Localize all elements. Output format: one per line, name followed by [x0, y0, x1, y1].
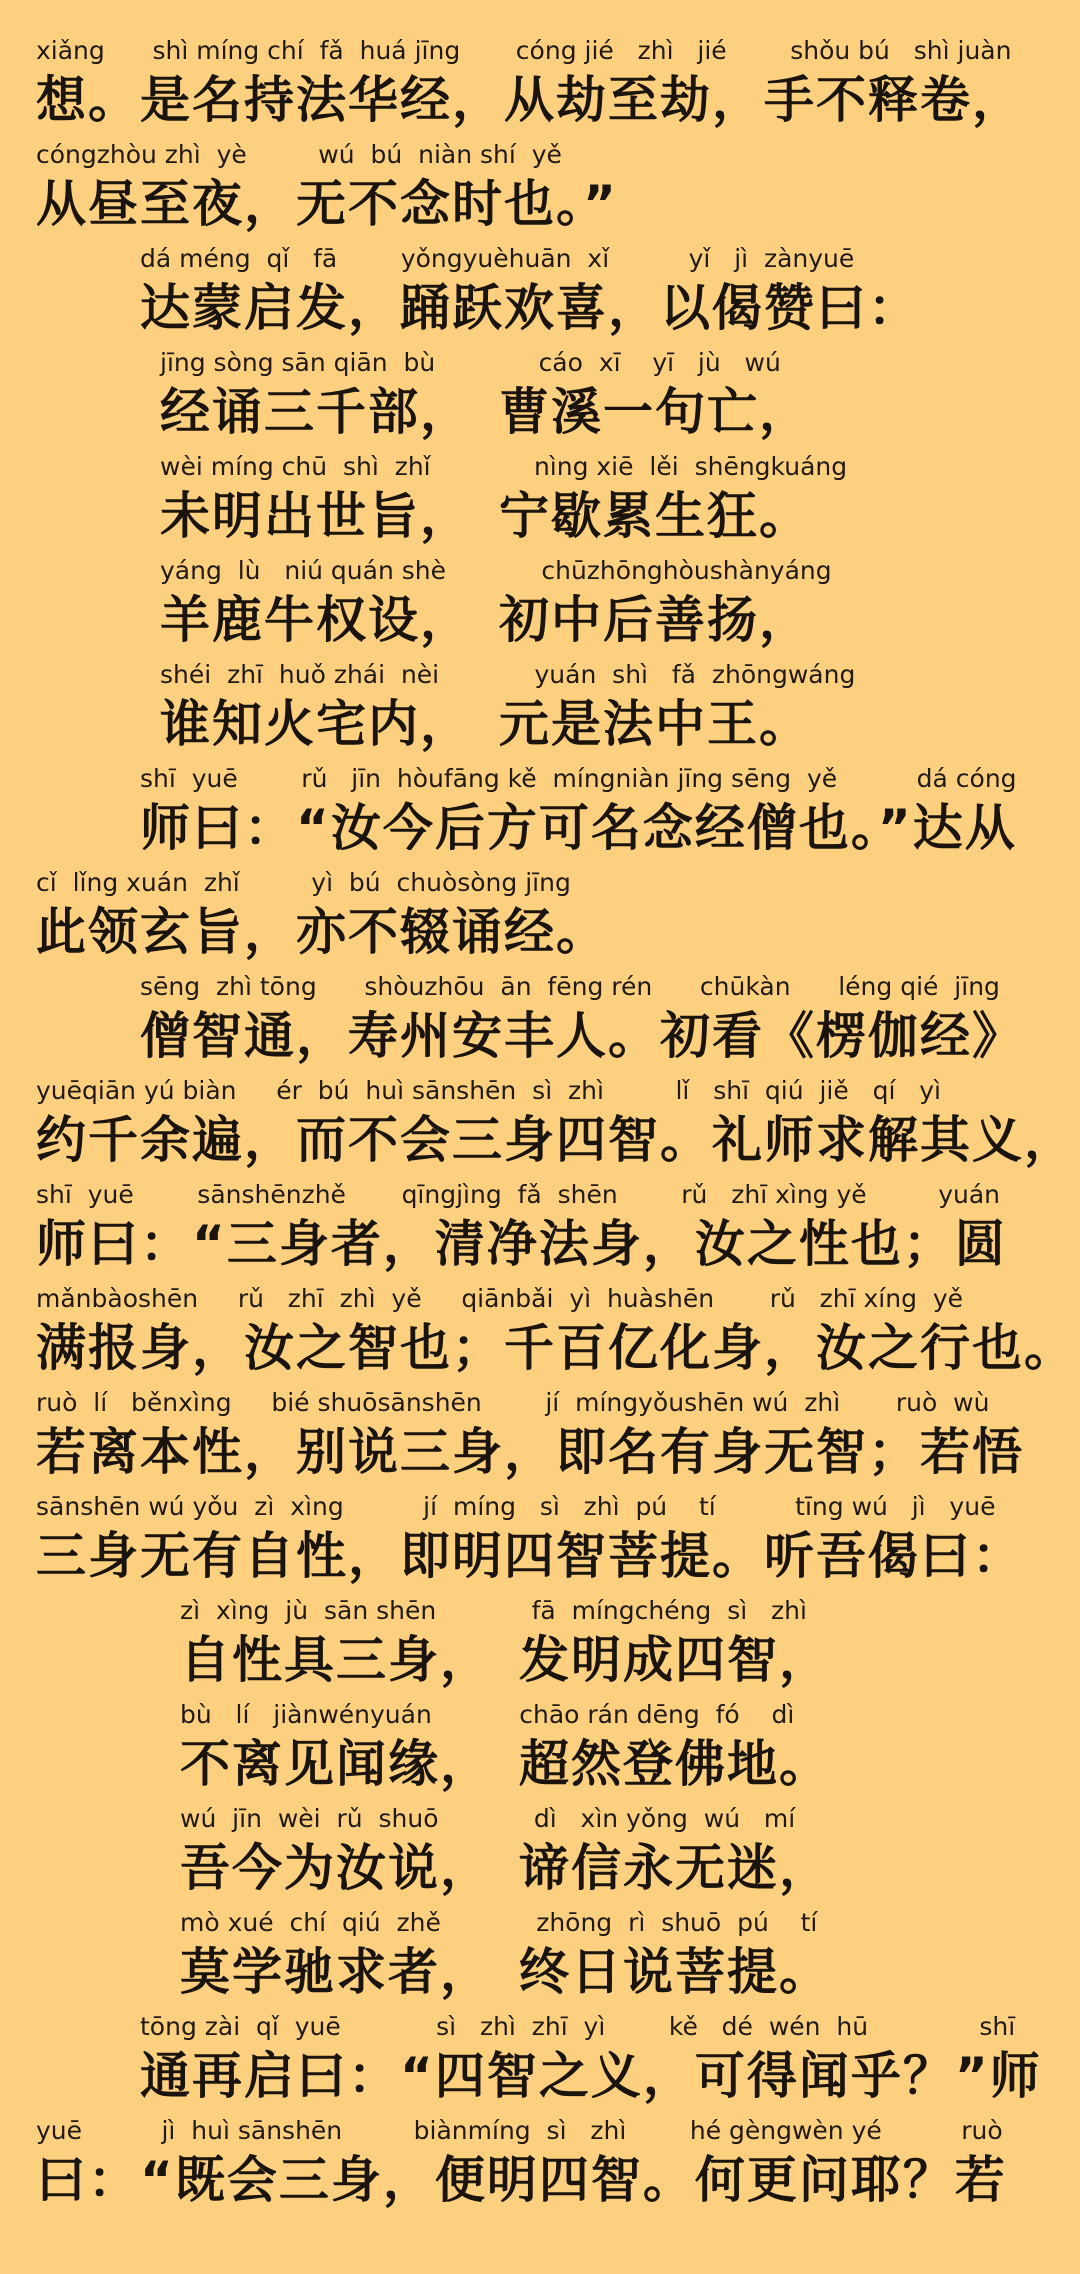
pinyin-annotation: tōng zài qǐ yuē sì zhì zhī yì kě dé wén hū shī	[140, 2012, 1016, 2041]
pinyin-annotation: mò xué chí qiú zhě zhōng rì shuō pú tí	[180, 1908, 818, 1937]
text-line	[0, 2010, 1080, 2114]
pinyin-annotation: wú jīn wèi rǔ shuō dì xìn yǒng wú mí	[180, 1804, 796, 1833]
text-line	[0, 1178, 1080, 1282]
chinese-text: 僧智通，寿州安丰人。初看《楞伽经》	[140, 1007, 1024, 1065]
text-line	[0, 658, 1080, 762]
chinese-text: 师曰：“汝今后方可名念经僧也。”达从	[140, 799, 1017, 857]
pinyin-annotation: xiǎng shì míng chí fǎ huá jīng cóng jié zhì jié shǒu bú shì juàn	[36, 36, 1012, 65]
text-line	[0, 1698, 1080, 1802]
chinese-text: 从昼至夜，无不念时也。”	[36, 175, 618, 233]
pinyin-annotation: shéi zhī huǒ zhái nèi yuán shì fǎ zhōngwáng	[160, 660, 856, 689]
chinese-text: 师曰：“三身者，清净法身，汝之性也；圆	[36, 1215, 1007, 1273]
chinese-text: 三身无有自性，即明四智菩提。听吾偈曰：	[36, 1527, 1024, 1585]
chinese-text: 羊鹿牛权设， 初中后善扬，	[160, 591, 811, 649]
pinyin-annotation: yuē jì huì sānshēn biànmíng sì zhì hé gèngwèn yé ruò	[36, 2116, 1003, 2145]
chinese-text: 若离本性，别说三身，即名有身无智；若悟	[36, 1423, 1024, 1481]
chinese-text: 经诵三千部， 曹溪一句亡，	[160, 383, 811, 441]
chinese-text: 想。是名持法华经，从劫至劫，手不释卷，	[36, 71, 1024, 129]
pinyin-annotation: yáng lù niú quán shè chūzhōnghòushànyáng	[160, 556, 832, 585]
text-line	[0, 970, 1080, 1074]
chinese-text: 达蒙启发，踊跃欢喜，以偈赞曰：	[140, 279, 920, 337]
chinese-text: 通再启曰：“四智之义，可得闻乎？”师	[140, 2047, 1042, 2105]
chinese-text: 自性具三身， 发明成四智，	[180, 1631, 831, 1689]
pinyin-annotation: zì xìng jù sān shēn fā míngchéng sì zhì	[180, 1596, 807, 1625]
pinyin-annotation: sēng zhì tōng shòuzhōu ān fēng rén chūkàn léng qié jīng	[140, 972, 1000, 1001]
chinese-text: 曰：“既会三身，便明四智。何更问耶？若	[36, 2151, 1007, 2209]
chinese-text: 莫学驰求者， 终日说菩提。	[180, 1943, 831, 2001]
text-line	[0, 1594, 1080, 1698]
text-line	[0, 1074, 1080, 1178]
pinyin-annotation: shī yuē rǔ jīn hòufāng kě míngniàn jīng sēng yě dá cóng	[140, 764, 1017, 793]
pinyin-annotation: mǎnbàoshēn rǔ zhī zhì yě qiānbǎi yì huàshēn rǔ zhī xíng yě	[36, 1284, 964, 1313]
pinyin-annotation: dá méng qǐ fā yǒngyuèhuān xǐ yǐ jì zànyuē	[140, 244, 855, 273]
pinyin-annotation: shī yuē sānshēnzhě qīngjìng fǎ shēn rǔ zhī xìng yě yuán	[36, 1180, 1001, 1209]
chinese-text: 满报身，汝之智也；千百亿化身，汝之行也。	[36, 1319, 1076, 1377]
pinyin-annotation: jīng sòng sān qiān bù cáo xī yī jù wú	[160, 348, 781, 377]
text-line	[0, 554, 1080, 658]
chinese-text: 此领玄旨，亦不辍诵经。	[36, 903, 608, 961]
text-line	[0, 1386, 1080, 1490]
chinese-text: 未明出世旨， 宁歇累生狂。	[160, 487, 811, 545]
pinyin-annotation: cóngzhòu zhì yè wú bú niàn shí yě	[36, 140, 562, 169]
pinyin-annotation: bù lí jiànwényuán chāo rán dēng fó dì	[180, 1700, 795, 1729]
text-line	[0, 2114, 1080, 2218]
chinese-text: 谁知火宅内， 元是法中王。	[160, 695, 811, 753]
pinyin-annotation: wèi míng chū shì zhǐ nìng xiē lěi shēngkuáng	[160, 452, 848, 481]
text-line	[0, 1282, 1080, 1386]
text-line	[0, 1802, 1080, 1906]
pinyin-annotation: ruò lí běnxìng bié shuōsānshēn jí míngyǒushēn wú zhì ruò wù	[36, 1388, 990, 1417]
chinese-text: 约千余遍，而不会三身四智。礼师求解其义，	[36, 1111, 1076, 1169]
text-line	[0, 242, 1080, 346]
pinyin-annotation: yuēqiān yú biàn ér bú huì sānshēn sì zhì lǐ shī qiú jiě qí yì	[36, 1076, 941, 1105]
text-line	[0, 866, 1080, 970]
text-line	[0, 346, 1080, 450]
text-line	[0, 1490, 1080, 1594]
text-line	[0, 34, 1080, 138]
text-line	[0, 138, 1080, 242]
chinese-text: 不离见闻缘， 超然登佛地。	[180, 1735, 831, 1793]
text-line	[0, 1906, 1080, 2010]
text-line	[0, 450, 1080, 554]
text-line	[0, 762, 1080, 866]
pinyin-annotation: sānshēn wú yǒu zì xìng jí míng sì zhì pú tí tīng wú jì yuē	[36, 1492, 996, 1521]
chinese-text: 吾今为汝说， 谛信永无迷，	[180, 1839, 831, 1897]
pinyin-annotation: cǐ lǐng xuán zhǐ yì bú chuòsòng jīng	[36, 868, 571, 897]
